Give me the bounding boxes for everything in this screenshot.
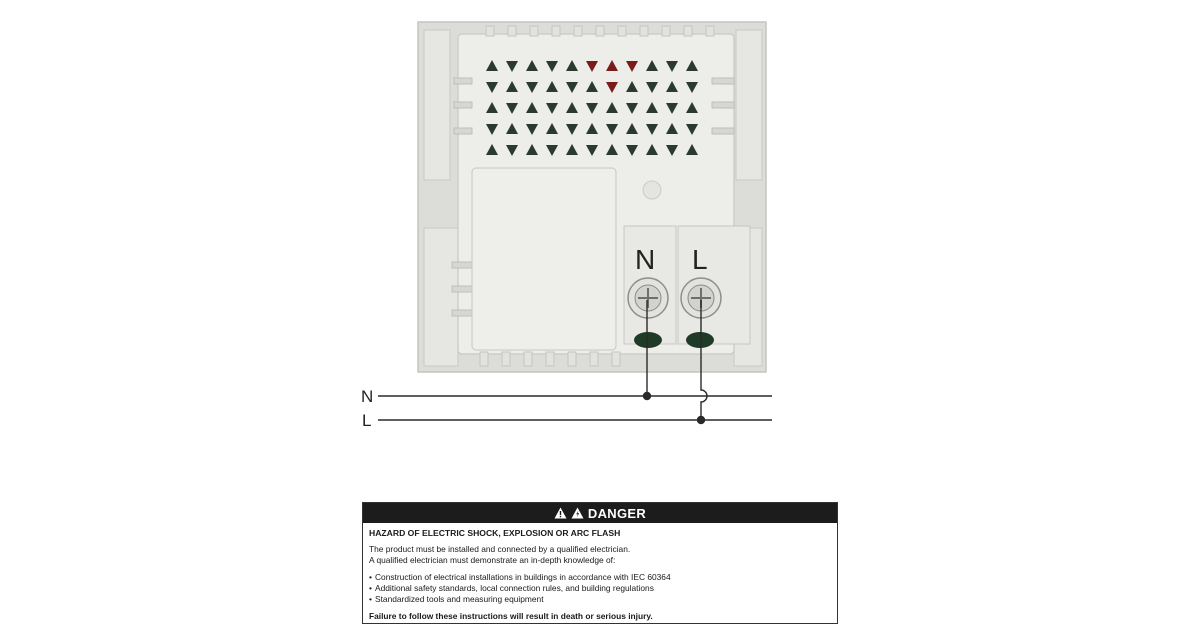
terminal-label-n: N bbox=[635, 244, 656, 275]
top-rib bbox=[640, 26, 648, 36]
danger-body bbox=[363, 523, 837, 622]
bottom-rib bbox=[546, 352, 554, 366]
bottom-rib bbox=[612, 352, 620, 366]
top-rib bbox=[552, 26, 560, 36]
wire-entry-n bbox=[634, 332, 662, 348]
list-item: • Standardized tools and measuring equipment bbox=[369, 594, 544, 604]
side-slot bbox=[452, 286, 472, 292]
wire-entry-l bbox=[686, 332, 714, 348]
neutral-junction bbox=[644, 393, 651, 400]
bullet-text: Construction of electrical installations in buildings in accordance with IEC 60364 bbox=[375, 572, 671, 582]
danger-notice bbox=[362, 502, 838, 624]
bottom-rib bbox=[590, 352, 598, 366]
right-clip bbox=[736, 30, 762, 180]
top-rib bbox=[684, 26, 692, 36]
bottom-rib bbox=[480, 352, 488, 366]
top-rib bbox=[508, 26, 516, 36]
top-rib bbox=[530, 26, 538, 36]
screw-terminal-icon bbox=[628, 278, 668, 318]
left-lower-clip bbox=[424, 228, 458, 366]
device-back-view bbox=[418, 22, 766, 372]
bottom-rib bbox=[502, 352, 510, 366]
label-plate bbox=[472, 168, 616, 350]
bottom-rib bbox=[524, 352, 532, 366]
test-hole bbox=[643, 181, 661, 199]
terminal-label-l: L bbox=[692, 244, 708, 275]
wire-label-n: N bbox=[361, 387, 374, 406]
hazard-title: HAZARD OF ELECTRIC SHOCK, EXPLOSION OR ARC FLASH bbox=[369, 528, 621, 538]
warning-triangle-icon bbox=[554, 507, 567, 519]
top-rib bbox=[618, 26, 626, 36]
top-rib bbox=[486, 26, 494, 36]
top-rib bbox=[574, 26, 582, 36]
side-slot bbox=[712, 102, 734, 108]
left-clip bbox=[424, 30, 450, 180]
side-slot bbox=[454, 128, 472, 134]
top-rib bbox=[596, 26, 604, 36]
top-rib bbox=[662, 26, 670, 36]
warning-triangle-icon bbox=[571, 507, 584, 519]
side-slot bbox=[454, 78, 472, 84]
side-slot bbox=[712, 128, 734, 134]
intro-line-2: A qualified electrician must demonstrate an in-depth knowledge of: bbox=[369, 555, 616, 565]
closing-warning: Failure to follow these instructions will result in death or serious injury. bbox=[369, 611, 653, 621]
danger-banner bbox=[363, 503, 837, 523]
top-rib bbox=[706, 26, 714, 36]
side-slot bbox=[712, 78, 734, 84]
list-item: • Additional safety standards, local connection rules, and building regulations bbox=[369, 583, 654, 593]
wire-label-l: L bbox=[362, 411, 372, 430]
side-slot bbox=[452, 262, 472, 268]
list-item: • Construction of electrical installations in buildings in accordance with IEC 60364 bbox=[369, 572, 671, 582]
bullet-text: Additional safety standards, local connection rules, and building regulations bbox=[375, 583, 654, 593]
bullet-text: Standardized tools and measuring equipment bbox=[375, 594, 544, 604]
side-slot bbox=[454, 102, 472, 108]
danger-heading: DANGER bbox=[587, 505, 647, 521]
side-slot bbox=[452, 310, 472, 316]
live-junction bbox=[698, 417, 705, 424]
intro-line-1: The product must be installed and connected by a qualified electrician. bbox=[369, 544, 631, 554]
bottom-rib bbox=[568, 352, 576, 366]
